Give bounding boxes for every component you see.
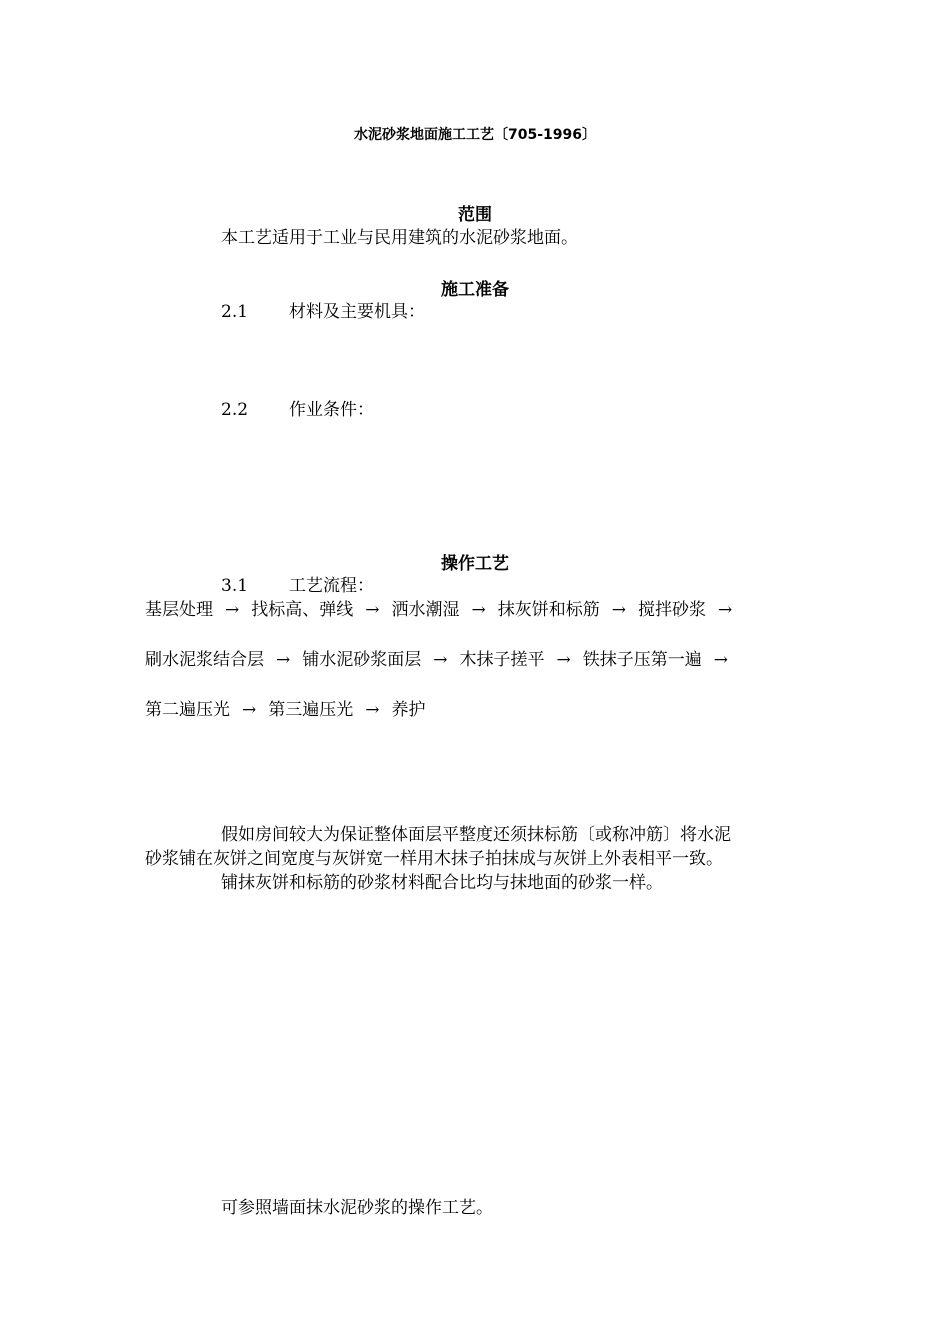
arrow-right-icon: → xyxy=(556,650,571,670)
ops-item-1-number: 3.1 xyxy=(221,576,249,596)
arrow-right-icon: → xyxy=(713,650,728,670)
ops-paragraph-1 xyxy=(145,823,805,895)
flow-step: 找标高、弹线 xyxy=(251,600,354,620)
section-heading-prep: 施工准备 xyxy=(441,280,509,300)
process-flow-row-1 xyxy=(145,598,744,622)
flow-step: 基层处理 xyxy=(145,600,213,620)
arrow-right-icon: → xyxy=(242,700,257,720)
flow-step: 铁抹子压第一遍 xyxy=(582,650,702,670)
arrow-right-icon: → xyxy=(471,600,486,620)
document-title: 水泥砂浆地面施工工艺〔705-1996〕 xyxy=(354,127,596,143)
process-flow-row-3 xyxy=(145,698,426,722)
arrow-right-icon: → xyxy=(276,650,291,670)
ops-item-1-text: 工艺流程： xyxy=(289,576,374,596)
arrow-right-icon: → xyxy=(365,600,380,620)
prep-item-1 xyxy=(221,300,425,324)
ops-paragraph-2: 铺抹灰饼和标筋的砂浆材料配合比均与抹地面的砂浆一样。 xyxy=(221,873,663,893)
ops-item-1 xyxy=(221,574,374,598)
flow-step: 搅拌砂浆 xyxy=(638,600,706,620)
arrow-right-icon: → xyxy=(433,650,448,670)
prep-item-2-text: 作业条件： xyxy=(289,400,374,420)
arrow-right-icon: → xyxy=(225,600,240,620)
arrow-right-icon: → xyxy=(718,600,733,620)
prep-item-1-number: 2.1 xyxy=(221,302,249,322)
flow-step: 第二遍压光 xyxy=(145,700,230,720)
flow-step: 木抹子搓平 xyxy=(459,650,545,670)
prep-item-2 xyxy=(221,398,374,422)
arrow-right-icon: → xyxy=(611,600,626,620)
flow-step: 第三遍压光 xyxy=(268,700,354,720)
ops-paragraph-1-line-1: 假如房间较大为保证整体面层平整度还须抹标筋〔或称冲筋〕将水泥 xyxy=(221,825,731,845)
prep-item-2-number: 2.2 xyxy=(221,400,249,420)
prep-item-1-text: 材料及主要机具： xyxy=(289,302,425,322)
flow-step: 抹灰饼和标筋 xyxy=(497,600,600,620)
flow-step: 铺水泥砂浆面层 xyxy=(302,650,422,670)
arrow-right-icon: → xyxy=(365,700,380,720)
section-heading-scope: 范围 xyxy=(458,205,492,225)
scope-text: 本工艺适用于工业与民用建筑的水泥砂浆地面。 xyxy=(221,228,578,248)
flow-step: 洒水潮湿 xyxy=(391,600,460,620)
section-heading-ops: 操作工艺 xyxy=(441,554,509,574)
ops-paragraph-3: 可参照墙面抹水泥砂浆的操作工艺。 xyxy=(221,1198,493,1218)
flow-step: 刷水泥浆结合层 xyxy=(145,650,264,670)
process-flow-row-2 xyxy=(145,648,740,672)
ops-paragraph-1-line-2: 砂浆铺在灰饼之间宽度与灰饼宽一样用木抹子拍抹成与灰饼上外表相平一致。 xyxy=(145,849,723,869)
flow-step: 养护 xyxy=(391,700,426,720)
